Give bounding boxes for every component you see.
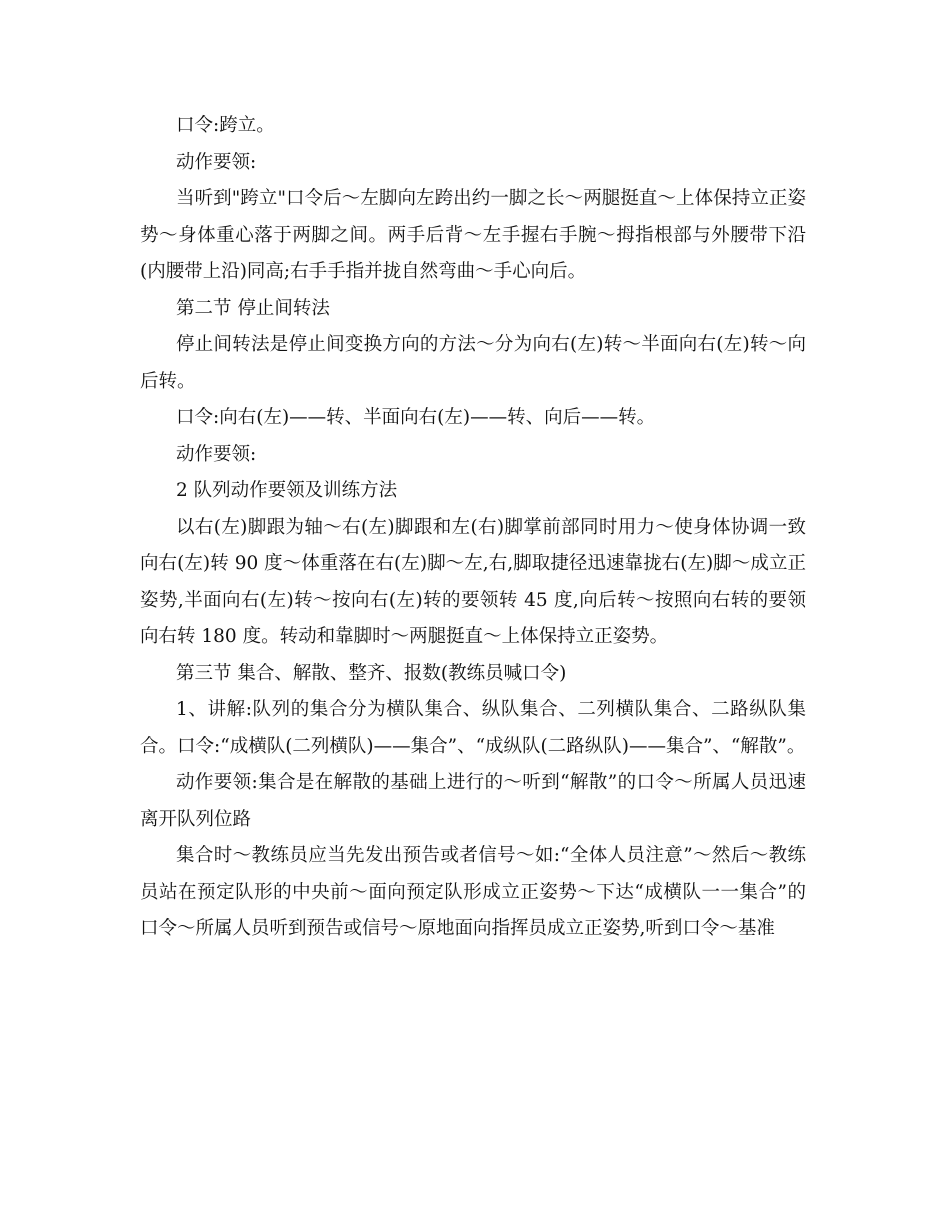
document-body xyxy=(140,108,806,948)
paragraph-command-stand-at-ease: 口令:跨立。 xyxy=(176,115,275,136)
paragraph-turning-description: 以右(左)脚跟为轴～右(左)脚跟和左(右)脚掌前部同时用力～使身体协调一致向右(左)转 90 度～体重落在右(左)脚～左,右,脚取捷径迅速靠拢右(左)脚～成立正姿势,半面向右(左)转～按向右(左)转的要领转 45 度,向后转～按照向右转的要领向右转 180 度。转动和靠脚时～两腿挺直～上体保持立正姿势。 xyxy=(140,516,806,647)
paragraph-action-essentials-heading-2: 动作要领: xyxy=(176,443,257,465)
section-heading-assembly-dismissal: 第三节 集合、解散、整齐、报数(教练员喊口令) xyxy=(176,662,567,684)
paragraph-assembly-procedure: 集合时～教练员应当先发出预告或者信号～如:“全体人员注意”～然后～教练员站在预定队形的中央前～面向预定队形成立正姿势～下达“成横队一一集合”的口令～所属人员听到预告或信号～原地面向指挥员成立正姿势,听到口令～基准 xyxy=(140,845,806,939)
paragraph-turning-definition: 停止间转法是停止间变换方向的方法～分为向右(左)转～半面向右(左)转～向后转。 xyxy=(140,334,806,392)
paragraph-assembly-explanation: 1、讲解:队列的集合分为横队集合、纵队集合、二列横队集合、二路纵队集合。口令:“成横队(二列横队)——集合”、“成纵队(二路纵队)——集合”、“解散”。 xyxy=(140,699,806,757)
paragraph-assembly-action-essentials: 动作要领:集合是在解散的基础上进行的～听到“解散”的口令～所属人员迅速离开队列位路 xyxy=(140,772,806,830)
section-heading-turning-at-halt: 第二节 停止间转法 xyxy=(176,297,330,319)
paragraph-drill-methods-heading: 2 队列动作要领及训练方法 xyxy=(176,480,398,501)
paragraph-turning-commands: 口令:向右(左)——转、半面向右(左)——转、向后——转。 xyxy=(176,407,656,428)
paragraph-stand-at-ease-description: 当听到"跨立"口令后～左脚向左跨出约一脚之长～两腿挺直～上体保持立正姿势～身体重心落于两脚之间。两手后背～左手握右手腕～拇指根部与外腰带下沿(内腰带上沿)同高;右手手指并拢自然弯曲～手心向后。 xyxy=(140,188,806,282)
paragraph-action-essentials-heading: 动作要领: xyxy=(176,151,257,173)
